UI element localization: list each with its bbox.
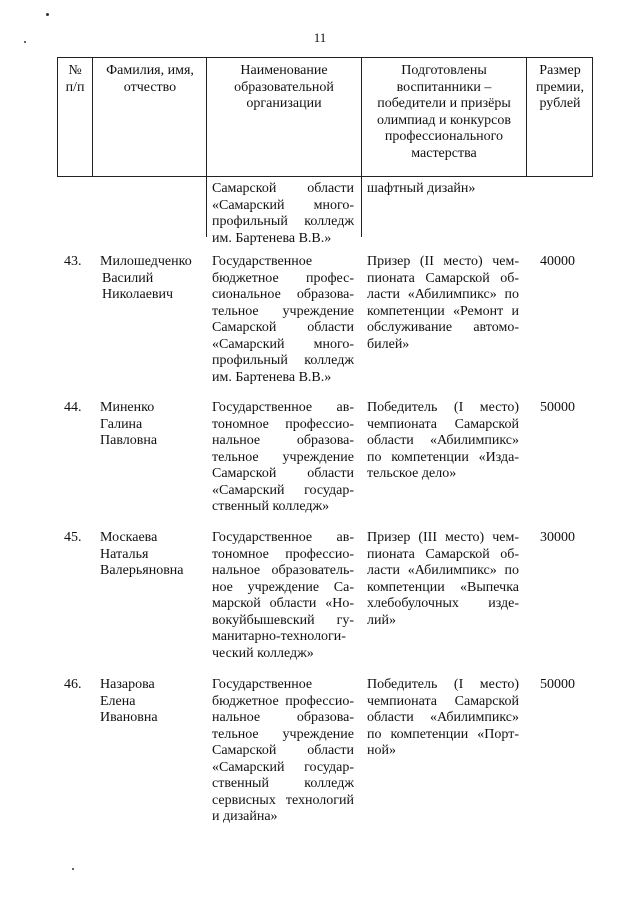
header-achievement: Подготовлены воспитанники – победители и призёры олимпиад и конкурсов профессионального мастерства <box>377 63 511 161</box>
name-line: Валерьяновна <box>100 563 184 578</box>
org-line: профильный колледж <box>212 353 354 368</box>
achievement-line: шафтный дизайн» <box>367 181 476 196</box>
continuation-org <box>212 181 354 247</box>
org-line: Самарской области <box>212 181 354 196</box>
row-43-prize: 40000 <box>540 254 575 269</box>
achievement-line: по компетенции «Порт- <box>367 726 519 742</box>
org-line: ное учреждение Са- <box>212 579 354 595</box>
org-line: ственный колледж» <box>212 499 330 514</box>
org-line: нальное образова- <box>212 433 354 448</box>
table-top-border <box>57 57 592 58</box>
name-line: Москаева <box>100 530 158 545</box>
org-line: манитарно-технологи- <box>212 629 346 644</box>
scan-dot <box>72 868 74 870</box>
org-line: «Самарский много- <box>212 197 354 213</box>
org-line: нальное образова- <box>212 710 354 725</box>
table-border-col3 <box>361 57 362 237</box>
table-header-bottom-border <box>57 176 592 177</box>
row-45-num: 45. <box>64 530 82 545</box>
achievement-line: области «Абилимпикс» <box>367 433 519 448</box>
header-num: № п/п <box>65 63 85 95</box>
org-line: тономное профессио- <box>212 416 354 432</box>
achievement-line: хлебобулочных изде- <box>367 596 519 611</box>
achievement-line: Победитель (I место) <box>367 400 519 415</box>
table-border-left <box>57 57 58 177</box>
row-45-achievement <box>367 530 519 629</box>
achievement-line: пионата Самарской об- <box>367 270 519 286</box>
row-45-org <box>212 530 354 662</box>
org-line: Самарской области <box>212 743 354 758</box>
org-line: им. Бартенева В.В.» <box>212 369 332 385</box>
achievement-line: тельское дело» <box>367 466 457 481</box>
row-43-achievement <box>367 254 519 353</box>
achievement-line: компетенции «Ремонт и <box>367 303 519 319</box>
org-line: тельное учреждение <box>212 303 354 319</box>
org-line: Самарской области <box>212 320 354 335</box>
row-46-achievement <box>367 677 519 760</box>
name-line: Елена <box>100 693 136 709</box>
org-line: Государственное <box>212 677 313 692</box>
achievement-line: ной» <box>367 743 396 758</box>
org-line: Государственное ав- <box>212 400 354 415</box>
name-line: Наталья <box>100 546 149 562</box>
row-44-achievement <box>367 400 519 483</box>
achievement-line: области «Абилимпикс» <box>367 710 519 725</box>
table-border-col2 <box>206 57 207 237</box>
row-44-prize: 50000 <box>540 400 575 415</box>
achievement-line: чемпионата Самарской <box>367 416 519 432</box>
achievement-line: по компетенции «Изда- <box>367 449 519 465</box>
org-line: Государственное ав- <box>212 530 354 545</box>
achievement-line: ласти «Абилимпикс» по <box>367 287 519 302</box>
org-line: «Самарский много- <box>212 336 354 352</box>
row-45-name <box>100 530 205 580</box>
achievement-line: чемпионата Самарской <box>367 693 519 709</box>
header-name: Фамилия, имя, отчество <box>106 63 194 95</box>
org-line: вокуйбышевский гу- <box>212 612 354 628</box>
header-prize: Размер премии, рублей <box>535 63 585 111</box>
achievement-line: Призер (II место) чем- <box>367 254 519 269</box>
achievement-line: обслуживание автомо- <box>367 320 519 335</box>
org-line: Государственное <box>212 254 313 269</box>
org-line: марской области «Но- <box>212 596 354 611</box>
row-44-org <box>212 400 354 516</box>
achievement-line: пионата Самарской об- <box>367 546 519 562</box>
org-line: ческий колледж» <box>212 645 314 661</box>
name-line: Ивановна <box>100 710 158 725</box>
name-line: Миненко <box>100 400 155 415</box>
row-43-name <box>100 254 205 304</box>
achievement-line: лий» <box>367 612 396 628</box>
org-line: тономное профессио- <box>212 546 354 562</box>
org-line: им. Бартенева В.В.» <box>212 230 332 246</box>
org-line: профильный колледж <box>212 214 354 229</box>
achievement-line: Победитель (I место) <box>367 677 519 692</box>
org-line: «Самарский государ- <box>212 759 354 775</box>
name-line: Василий <box>102 270 154 286</box>
row-46-org <box>212 677 354 826</box>
org-line: сервисных технологий <box>212 792 354 808</box>
org-line: Самарской области <box>212 466 354 481</box>
name-line: Назарова <box>100 677 155 692</box>
org-line: «Самарский государ- <box>212 482 354 498</box>
name-line: Николаевич <box>102 287 174 302</box>
org-line: сиональное образова- <box>212 287 354 302</box>
name-line: Милошедченко <box>100 254 192 269</box>
row-46-prize: 50000 <box>540 677 575 692</box>
achievement-line: Призер (III место) чем- <box>367 530 519 545</box>
row-44-name <box>100 400 205 450</box>
name-line: Павловна <box>100 433 158 448</box>
org-line: и дизайна» <box>212 809 278 824</box>
org-line: бюджетное профессио- <box>212 693 354 709</box>
row-46-num: 46. <box>64 677 82 692</box>
org-line: тельное учреждение <box>212 726 354 742</box>
achievement-line: ласти «Абилимпикс» по <box>367 563 519 578</box>
achievement-line: компетенции «Выпечка <box>367 579 519 595</box>
header-org: Наименование образовательной организации <box>234 63 334 111</box>
org-line: бюджетное профес- <box>212 270 354 286</box>
row-43-num: 43. <box>64 254 82 269</box>
row-43-org <box>212 254 354 386</box>
continuation-achievement <box>367 181 519 198</box>
achievement-line: билей» <box>367 336 410 352</box>
row-46-name <box>100 677 205 727</box>
page-number: 11 <box>313 30 327 45</box>
table-border-col4 <box>526 57 527 177</box>
row-45-prize: 30000 <box>540 530 575 545</box>
org-line: тельное учреждение <box>212 449 354 465</box>
scan-dot <box>46 13 49 16</box>
org-line: нальное образователь- <box>212 563 354 578</box>
table-border-right <box>592 57 593 177</box>
row-44-num: 44. <box>64 400 82 415</box>
name-line: Галина <box>100 416 143 432</box>
org-line: ственный колледж <box>212 776 354 791</box>
table-border-col1 <box>92 57 93 177</box>
